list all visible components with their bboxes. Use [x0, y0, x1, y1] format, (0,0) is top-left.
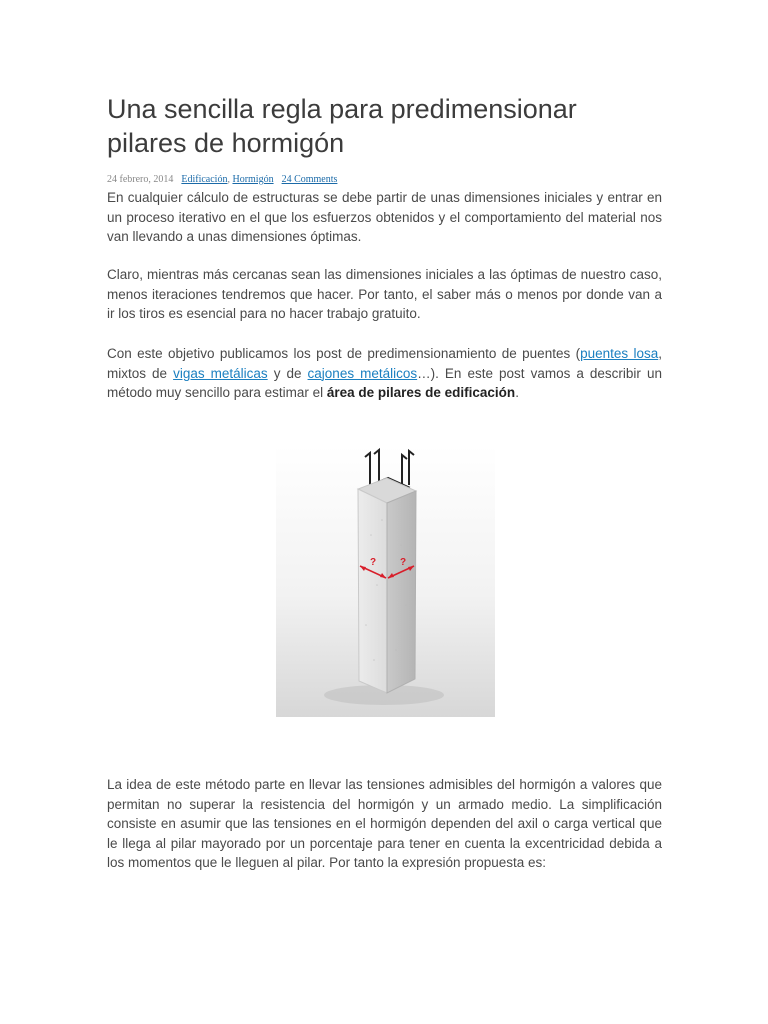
link-puentes-losa[interactable]: puentes losa: [580, 346, 659, 361]
concrete-column-drawing: [276, 445, 495, 717]
post-date: 24 febrero, 2014: [107, 174, 174, 185]
comments-link[interactable]: 24 Comments: [281, 174, 338, 185]
page-title: Una sencilla regla para predimensionar pilares de hormigón: [107, 94, 577, 158]
link-vigas-metalicas[interactable]: vigas metálicas: [173, 365, 268, 381]
paragraph-2: Claro, mientras más cercanas sean las dimensiones iniciales a las óptimas de nuestro caso, menos iteraciones tendremos que hacer. Por tanto, el saber más o menos por donde van a ir los tiros es esencial para no hacer trabajo gratuito.: [107, 267, 662, 321]
dimension-mark-1: ?: [370, 557, 377, 568]
category-link-hormigon[interactable]: Hormigón: [232, 174, 274, 185]
link-cajones-metalicos[interactable]: cajones metálicos: [307, 365, 418, 381]
dimension-mark-2: ?: [400, 557, 407, 568]
column-side-face: [387, 491, 416, 693]
paragraph-1: En cualquier cálculo de estructuras se debe partir de unas dimensiones iniciales y entrar en un proceso iterativo en el que los esfuerzos obtenidos y el comportamiento del material nos van llevando a unas dimensiones óptimas.: [107, 190, 662, 244]
post-meta: 24 febrero, 2014 Edificación, Hormigón 24 Comments: [107, 174, 338, 185]
paragraph-4: La idea de este método parte en llevar las tensiones admisibles del hormigón a valores que permitan no superar la resistencia del hormigón y un armado medio. La simplificación consiste en asumir que las tensiones en el hormigón dependen del axil o carga vertical que le llega al pilar mayorado por un porcentaje para tener en cuenta la excentricidad debida a los momentos que le lleguen al pilar. Por tanto la expresión propuesta es:: [107, 777, 662, 870]
column-illustration: [276, 445, 495, 717]
paragraph-3: Con este objetivo publicamos los post de predimensionamiento de puentes (puentes losa, mixtos de vigas metálicas y de cajones metálicos…). En este post vamos a describir un método muy sencillo para estimar el área de pilares de edificación.: [107, 346, 662, 400]
category-link-edificacion[interactable]: Edificación: [181, 174, 228, 185]
bold-term: área de pilares de edificación: [326, 385, 516, 400]
